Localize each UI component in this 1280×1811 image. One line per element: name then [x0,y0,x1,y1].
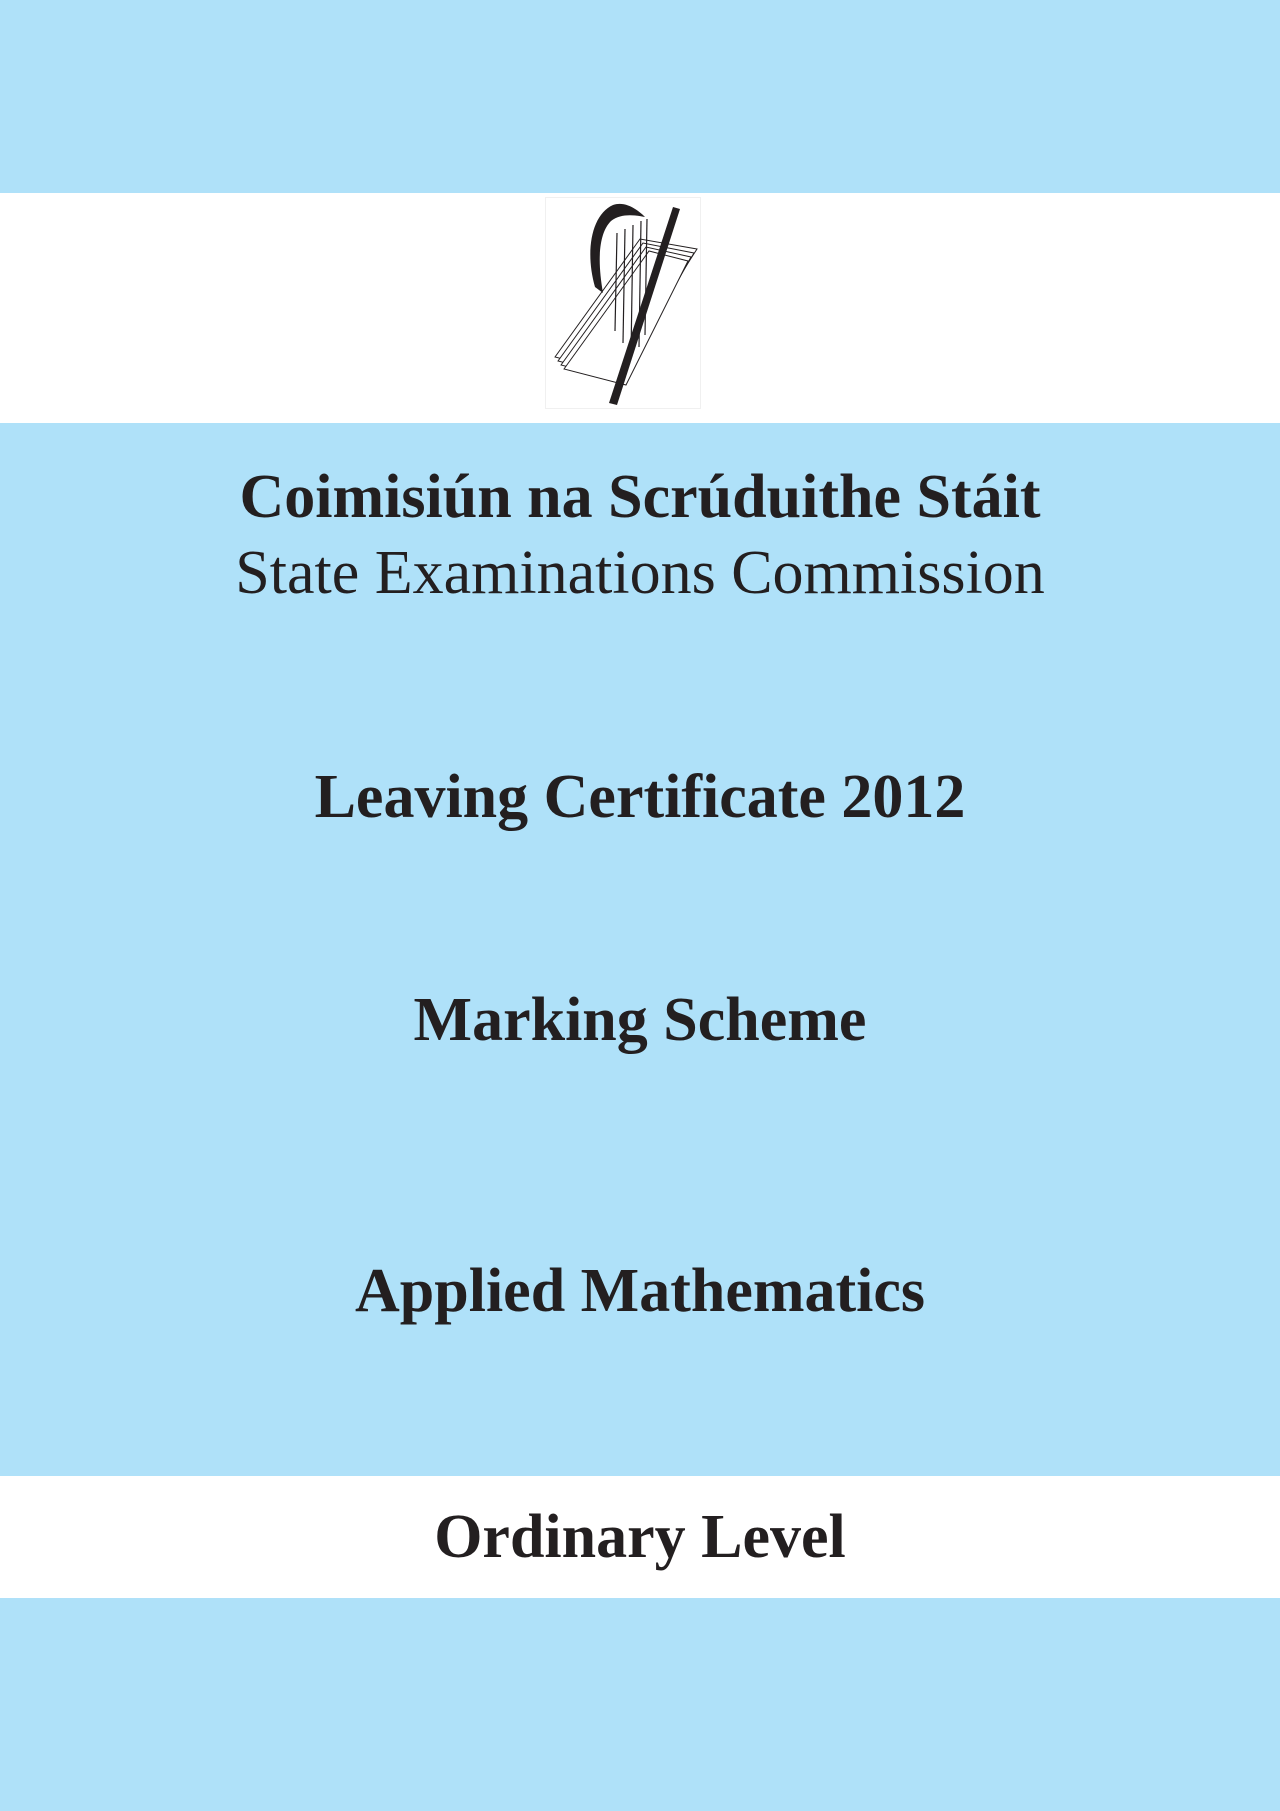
harp-book-logo-icon [545,197,701,409]
commission-english-name: State Examinations Commission [235,539,1045,607]
subject-title: Applied Mathematics [354,1257,926,1325]
document-type: Marking Scheme [413,986,867,1054]
exam-title: Leaving Certificate 2012 [314,763,966,831]
exam-level: Ordinary Level [434,1503,846,1571]
commission-irish-name: Coimisiún na Scrúduithe Stáit [239,463,1041,531]
